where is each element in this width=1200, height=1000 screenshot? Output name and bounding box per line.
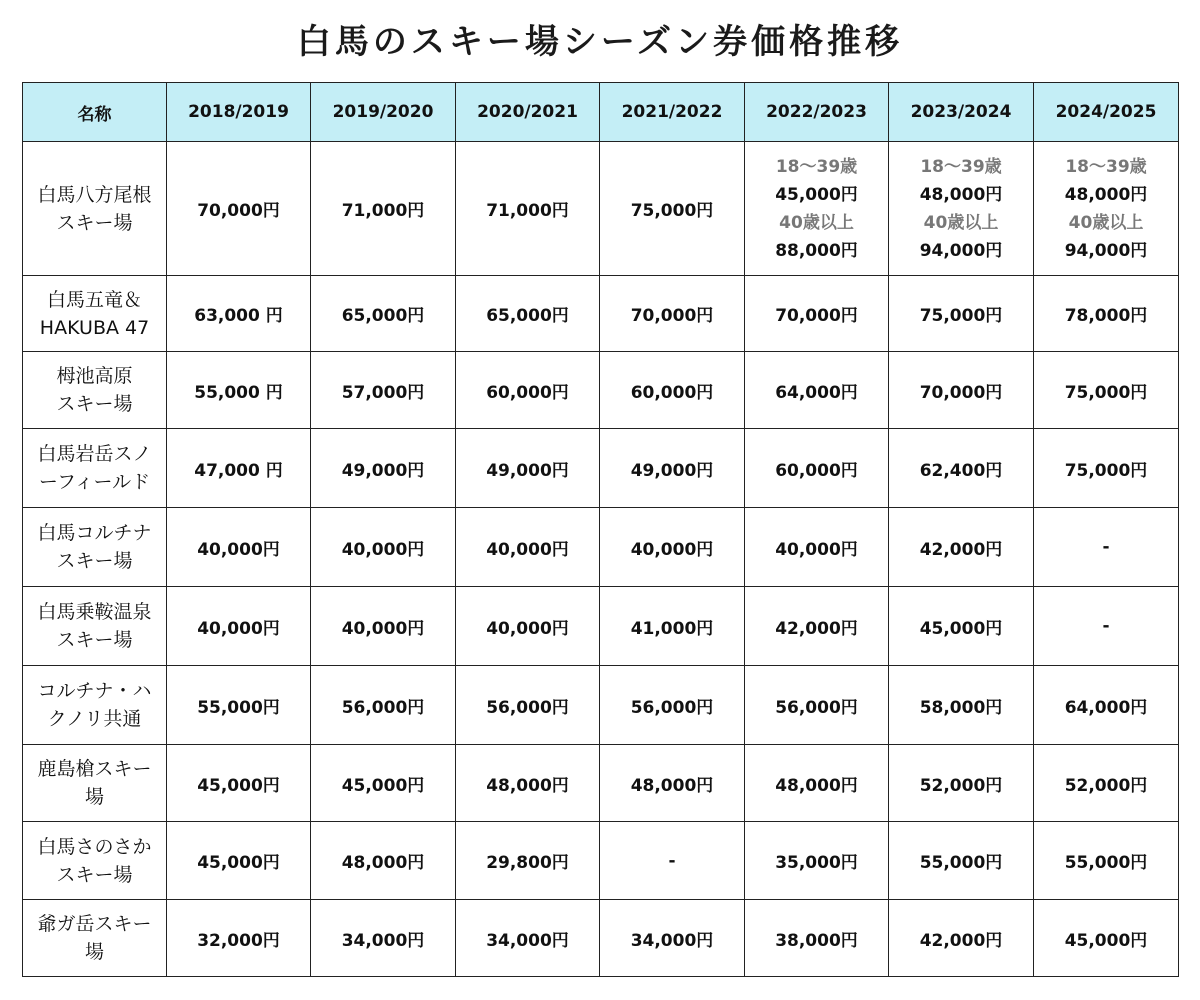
price-cell: 62,400円 bbox=[889, 429, 1034, 508]
table-row bbox=[23, 822, 1179, 900]
price-cell: 40,000円 bbox=[311, 587, 456, 666]
price-cell: 40,000円 bbox=[745, 508, 889, 587]
price-cell: 40,000円 bbox=[456, 508, 600, 587]
table-row bbox=[23, 900, 1179, 977]
price-cell: 48,000円 bbox=[745, 745, 889, 822]
price-cell: 55,000円 bbox=[1034, 822, 1179, 900]
table-row bbox=[23, 666, 1179, 745]
resort-name-line: 白馬五竜＆ bbox=[46, 288, 142, 311]
price-cell: 34,000円 bbox=[600, 900, 745, 977]
resort-name-cell bbox=[23, 429, 167, 508]
price-cell: 35,000円 bbox=[745, 822, 889, 900]
table-row bbox=[23, 352, 1179, 429]
resort-name-line: 爺ガ岳スキー bbox=[37, 913, 152, 935]
price-cell: 45,000円 bbox=[889, 587, 1034, 666]
price-cell: 65,000円 bbox=[456, 276, 600, 352]
table-row bbox=[23, 142, 1179, 276]
price-cell: - bbox=[600, 822, 745, 900]
resort-name-line: スキー場 bbox=[56, 393, 133, 415]
table-row bbox=[23, 508, 1179, 587]
price-cell: 75,000円 bbox=[889, 276, 1034, 352]
age-label: 40歳以上 bbox=[779, 212, 854, 233]
price-cell: 55,000円 bbox=[167, 666, 311, 745]
price-cell: 78,000円 bbox=[1034, 276, 1179, 352]
resort-name-cell bbox=[23, 900, 167, 977]
price-cell: 45,000円 bbox=[167, 822, 311, 900]
price-cell: 70,000円 bbox=[167, 142, 311, 276]
resort-name-line: スキー場 bbox=[56, 211, 133, 234]
age-price: 88,000円 bbox=[775, 240, 858, 261]
resort-name-cell bbox=[23, 822, 167, 900]
age-label: 18〜39歳 bbox=[775, 156, 858, 177]
price-cell: 56,000円 bbox=[311, 666, 456, 745]
price-cell: - bbox=[1034, 508, 1179, 587]
price-cell: 40,000円 bbox=[456, 587, 600, 666]
resort-name-line: 白馬コルチナ bbox=[37, 522, 152, 544]
resort-name-line: 白馬乗鞍温泉 bbox=[37, 601, 152, 623]
price-cell: 42,000円 bbox=[745, 587, 889, 666]
price-cell: 63,000 円 bbox=[167, 276, 311, 352]
price-cell: 48,000円 bbox=[456, 745, 600, 822]
price-cell: 47,000 円 bbox=[167, 429, 311, 508]
price-cell: 56,000円 bbox=[456, 666, 600, 745]
resort-name-line: 場 bbox=[84, 941, 104, 963]
price-cell-age-split bbox=[889, 142, 1034, 276]
price-cell: 41,000円 bbox=[600, 587, 745, 666]
price-cell: 32,000円 bbox=[167, 900, 311, 977]
price-cell: 55,000 円 bbox=[167, 352, 311, 429]
price-cell: 45,000円 bbox=[311, 745, 456, 822]
age-price: 94,000円 bbox=[919, 240, 1003, 261]
age-label: 18〜39歳 bbox=[920, 156, 1002, 177]
resort-name-cell bbox=[23, 352, 167, 429]
price-cell: 42,000円 bbox=[889, 508, 1034, 587]
price-cell: 40,000円 bbox=[600, 508, 745, 587]
price-cell-age-split bbox=[1034, 142, 1179, 276]
resort-name-line: 白馬さのさか bbox=[37, 835, 152, 858]
table-row bbox=[23, 276, 1179, 352]
price-cell: 75,000円 bbox=[1034, 352, 1179, 429]
price-cell: 55,000円 bbox=[889, 822, 1034, 900]
price-cell: 48,000円 bbox=[600, 745, 745, 822]
price-cell: 42,000円 bbox=[889, 900, 1034, 977]
price-cell: 64,000円 bbox=[1034, 666, 1179, 745]
price-cell: 75,000円 bbox=[600, 142, 745, 276]
price-cell: 75,000円 bbox=[1034, 429, 1179, 508]
price-cell-age-split bbox=[745, 142, 889, 276]
header-cell: 2021/2022 bbox=[600, 83, 745, 142]
price-cell: 70,000円 bbox=[745, 276, 889, 352]
price-cell: 60,000円 bbox=[600, 352, 745, 429]
resort-name-line: 白馬岩岳スノ bbox=[37, 443, 152, 465]
resort-name-cell bbox=[23, 745, 167, 822]
resort-name-line: 栂池高原 bbox=[56, 365, 133, 387]
price-cell: 49,000円 bbox=[456, 429, 600, 508]
header-cell: 2023/2024 bbox=[889, 83, 1034, 142]
resort-name-line: スキー場 bbox=[56, 863, 133, 886]
age-price: 45,000円 bbox=[775, 184, 858, 205]
price-cell: 58,000円 bbox=[889, 666, 1034, 745]
resort-name-line: 白馬八方尾根 bbox=[37, 183, 152, 206]
resort-name-line: 鹿島槍スキー bbox=[37, 758, 152, 780]
price-cell: 48,000円 bbox=[311, 822, 456, 900]
resort-name-cell bbox=[23, 587, 167, 666]
price-cell: 70,000円 bbox=[600, 276, 745, 352]
age-price: 94,000円 bbox=[1064, 240, 1148, 261]
age-label: 40歳以上 bbox=[1068, 212, 1144, 233]
price-cell: 57,000円 bbox=[311, 352, 456, 429]
table-row bbox=[23, 745, 1179, 822]
header-cell: 2018/2019 bbox=[167, 83, 311, 142]
age-label: 40歳以上 bbox=[923, 212, 999, 233]
header-cell: 2024/2025 bbox=[1034, 83, 1179, 142]
resort-name-line: クノリ共通 bbox=[47, 708, 142, 730]
price-cell: 45,000円 bbox=[167, 745, 311, 822]
price-cell: 71,000円 bbox=[311, 142, 456, 276]
resort-name-line: コルチナ・ハ bbox=[37, 680, 152, 702]
price-cell: 40,000円 bbox=[167, 508, 311, 587]
price-cell: 49,000円 bbox=[600, 429, 745, 508]
resort-name-line: 場 bbox=[84, 786, 104, 808]
price-cell: 49,000円 bbox=[311, 429, 456, 508]
price-cell: 65,000円 bbox=[311, 276, 456, 352]
resort-name-line: ーフィールド bbox=[38, 471, 151, 493]
price-cell: 52,000円 bbox=[889, 745, 1034, 822]
resort-name-cell bbox=[23, 666, 167, 745]
price-cell: 60,000円 bbox=[745, 429, 889, 508]
resort-name-cell bbox=[23, 276, 167, 352]
price-cell: - bbox=[1034, 587, 1179, 666]
price-cell: 71,000円 bbox=[456, 142, 600, 276]
price-cell: 64,000円 bbox=[745, 352, 889, 429]
header-cell: 2019/2020 bbox=[311, 83, 456, 142]
price-cell: 60,000円 bbox=[456, 352, 600, 429]
age-price: 48,000円 bbox=[919, 184, 1003, 205]
price-cell: 29,800円 bbox=[456, 822, 600, 900]
price-cell: 40,000円 bbox=[311, 508, 456, 587]
price-cell: 56,000円 bbox=[600, 666, 745, 745]
price-cell: 40,000円 bbox=[167, 587, 311, 666]
price-cell: 56,000円 bbox=[745, 666, 889, 745]
header-cell: 名称 bbox=[23, 83, 167, 142]
price-cell: 52,000円 bbox=[1034, 745, 1179, 822]
age-price: 48,000円 bbox=[1064, 184, 1148, 205]
price-cell: 38,000円 bbox=[745, 900, 889, 977]
resort-name-line: HAKUBA 47 bbox=[39, 316, 150, 339]
price-cell: 34,000円 bbox=[456, 900, 600, 977]
header-row bbox=[23, 83, 1179, 142]
price-table bbox=[22, 82, 1179, 977]
price-cell: 45,000円 bbox=[1034, 900, 1179, 977]
table-row bbox=[23, 429, 1179, 508]
price-cell: 70,000円 bbox=[889, 352, 1034, 429]
header-cell: 2022/2023 bbox=[745, 83, 889, 142]
resort-name-cell bbox=[23, 508, 167, 587]
table-row bbox=[23, 587, 1179, 666]
resort-name-line: スキー場 bbox=[56, 629, 133, 651]
resort-name-line: スキー場 bbox=[56, 550, 133, 572]
page-title: 白馬のスキー場シーズン券価格推移 bbox=[296, 22, 904, 62]
age-label: 18〜39歳 bbox=[1065, 156, 1147, 177]
resort-name-cell bbox=[23, 142, 167, 276]
price-cell: 34,000円 bbox=[311, 900, 456, 977]
header-cell: 2020/2021 bbox=[456, 83, 600, 142]
